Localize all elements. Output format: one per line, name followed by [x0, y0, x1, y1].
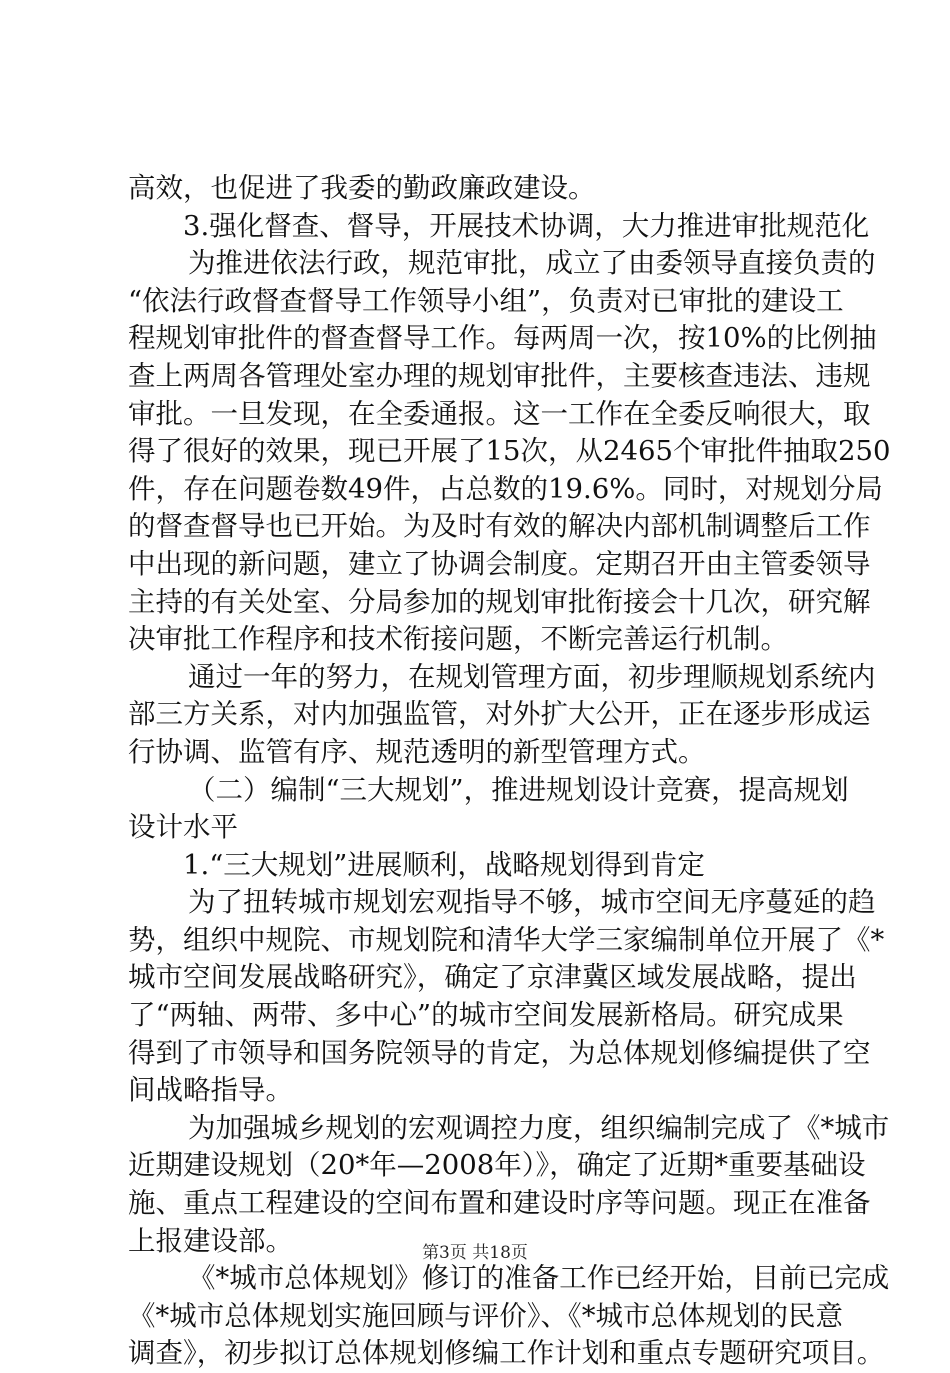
- paragraph-line: 势，组织中规院、市规划院和清华大学三家编制单位开展了《*: [128, 923, 885, 956]
- paragraph-line: 件，存在问题卷数49件，占总数的19.6%。同时，对规划分局: [128, 472, 883, 505]
- paragraph-line: 得到了市领导和国务院领导的肯定，为总体规划修编提供了空: [128, 1036, 871, 1069]
- paragraph-line: 城市空间发展战略研究》，确定了京津冀区域发展战略，提出: [128, 961, 857, 994]
- section-heading: 1.“三大规划”进展顺利，战略规划得到肯定: [183, 848, 705, 881]
- paragraph-line: 中出现的新问题，建立了协调会制度。定期召开由主管委领导: [128, 547, 871, 580]
- page-number-footer: 第3页 共18页: [422, 1243, 528, 1263]
- paragraph-line: 通过一年的努力，在规划管理方面，初步理顺规划系统内: [188, 660, 876, 693]
- paragraph-line: 部三方关系，对内加强监管，对外扩大公开，正在逐步形成运: [128, 698, 871, 731]
- paragraph-line: 程规划审批件的督查督导工作。每两周一次，按10%的比例抽: [128, 322, 877, 355]
- document-body: [128, 170, 891, 1373]
- paragraph-line: 为了扭转城市规划宏观指导不够，城市空间无序蔓延的趋: [188, 886, 876, 919]
- paragraph-line: “依法行政督查督导工作领导小组”，负责对已审批的建设工: [128, 284, 844, 317]
- paragraph-line: 近期建设规划（20*年—2008年）》，确定了近期*重要基础设: [128, 1149, 866, 1182]
- paragraph-line: 行协调、监管有序、规范透明的新型管理方式。: [128, 735, 706, 768]
- paragraph-line: 调查》，初步拟订总体规划修编工作计划和重点专题研究项目。: [128, 1337, 885, 1370]
- paragraph-line: 的督查督导也已开始。为及时有效的解决内部机制调整后工作: [128, 510, 871, 543]
- section-heading: （二）编制“三大规划”，推进规划设计竞赛，提高规划: [188, 773, 849, 806]
- paragraph-line: 主持的有关处室、分局参加的规划审批衔接会十几次，研究解: [128, 585, 871, 618]
- paragraph-line: 审批。一旦发现，在全委通报。这一工作在全委反响很大，取: [128, 397, 871, 430]
- paragraph-line: 得了很好的效果，现已开展了15次，从2465个审批件抽取250: [128, 435, 891, 468]
- paragraph-line: 施、重点工程建设的空间布置和建设时序等问题。现正在准备: [128, 1187, 871, 1220]
- paragraph-line: 决审批工作程序和技术衔接问题，不断完善运行机制。: [128, 623, 788, 656]
- paragraph-line: 了“两轴、两带、多中心”的城市空间发展新格局。研究成果: [128, 999, 844, 1032]
- paragraph-line: 间战略指导。: [128, 1074, 293, 1107]
- paragraph-line: 高效，也促进了我委的勤政廉政建设。: [128, 172, 596, 204]
- paragraph-line: 查上两周各管理处室办理的规划审批件，主要核查违法、违规: [128, 359, 871, 392]
- paragraph-line: 《*城市总体规划实施回顾与评价》、《*城市总体规划的民意: [128, 1299, 843, 1332]
- section-heading: 设计水平: [128, 811, 238, 844]
- paragraph-line: 为加强城乡规划的宏观调控力度，组织编制完成了《*城市: [188, 1111, 890, 1144]
- paragraph-line: 为推进依法行政，规范审批，成立了由委领导直接负责的: [188, 247, 876, 280]
- section-heading: 3.强化督查、督导，开展技术协调，大力推进审批规范化: [183, 209, 870, 242]
- paragraph-line: 《*城市总体规划》修订的准备工作已经开始，目前已完成: [188, 1262, 890, 1295]
- paragraph-line: 上报建设部。: [128, 1224, 293, 1257]
